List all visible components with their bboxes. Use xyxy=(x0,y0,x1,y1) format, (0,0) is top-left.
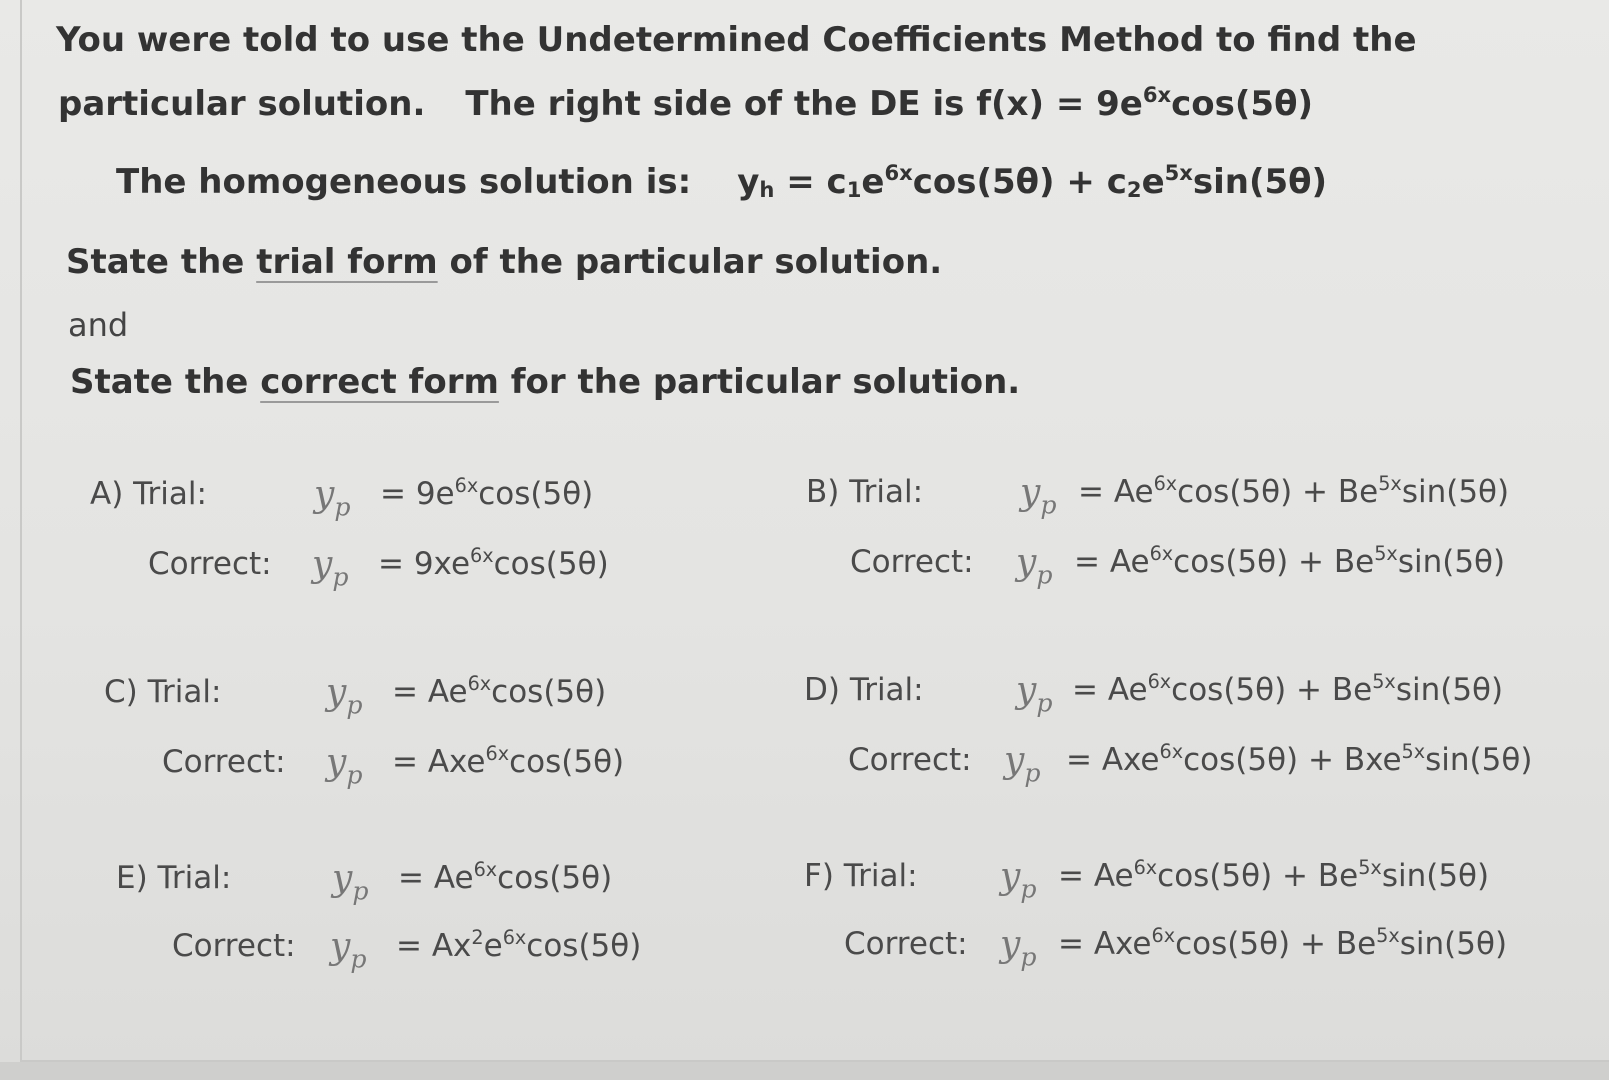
and-text: and xyxy=(68,306,129,344)
option-f-correct-yp: $y_p$ xyxy=(1000,924,1037,972)
option-f-trial-yp: $y_p$ xyxy=(1000,856,1037,904)
option-e-trial-yp: $y_p$ xyxy=(332,858,369,906)
homog-c1-sub: 1 xyxy=(846,177,862,203)
homog-y-sub: h xyxy=(759,177,775,203)
option-f-trial-label: F) Trial: xyxy=(804,858,918,894)
homog-e1: e xyxy=(861,162,885,202)
question-line-2b: The right side of the DE is f(x) = 9e xyxy=(465,84,1143,124)
option-b-trial-label: B) Trial: xyxy=(806,474,924,510)
homog-y: y xyxy=(737,162,760,202)
option-d-trial-yp: $y_p$ xyxy=(1016,670,1053,718)
rhs-exponent: 6x xyxy=(1142,81,1172,107)
homog-e2: e xyxy=(1141,162,1165,202)
homog-equation xyxy=(737,159,1328,203)
question-line-2a: particular solution. xyxy=(58,84,426,124)
option-f-trial-eq: = $Ae^{6x}\cos(5\theta) + Be^{5x}\sin(5\theta)$ xyxy=(1058,856,1490,894)
option-a-correct-eq: = $9xe^{6x}\cos(5\theta)$ xyxy=(378,544,609,582)
homogeneous-solution xyxy=(116,159,1328,203)
state-correct-b: for the particular solution. xyxy=(498,362,1021,402)
correct-form-underlined: correct form xyxy=(260,362,499,402)
homog-c2-sub: 2 xyxy=(1126,177,1142,203)
option-f-correct-label: Correct: xyxy=(844,926,968,962)
option-d-trial-eq: = $Ae^{6x}\cos(5\theta) + Be^{5x}\sin(5\theta)$ xyxy=(1072,670,1504,708)
option-b-correct-label: Correct: xyxy=(850,544,974,580)
homog-mid: cos(5θ) + c xyxy=(912,162,1127,202)
bottom-shade xyxy=(0,1062,1609,1080)
option-a-trial-label: A) Trial: xyxy=(90,476,207,512)
state-correct-line xyxy=(70,362,1020,402)
option-c-correct-label: Correct: xyxy=(162,744,286,780)
option-b-trial-yp: $y_p$ xyxy=(1020,472,1057,520)
homog-label: The homogeneous solution is: xyxy=(116,162,692,202)
homog-exp1: 6x xyxy=(884,159,913,185)
option-a-correct-label: Correct: xyxy=(148,546,272,582)
trial-form-underlined: trial form xyxy=(256,242,438,282)
option-d-correct-yp: $y_p$ xyxy=(1004,740,1041,788)
option-a-trial-yp: $y_p$ xyxy=(314,474,351,522)
option-c-correct-yp: $y_p$ xyxy=(326,742,363,790)
option-f-correct-eq: = $Axe^{6x}\cos(5\theta) + Be^{5x}\sin(5\theta)$ xyxy=(1058,924,1508,962)
rhs-trig: cos(5θ) xyxy=(1171,84,1313,124)
option-c-trial-eq: = $Ae^{6x}\cos(5\theta)$ xyxy=(392,672,607,710)
state-trial-a: State the xyxy=(66,242,257,282)
option-d-correct-eq: = Axe$^{6x}$cos(5θ) + Bxe$^{5x}$sin(5θ) xyxy=(1066,740,1533,778)
option-e-correct-label: Correct: xyxy=(172,928,296,964)
option-b-correct-eq: = $Ae^{6x}\cos(5\theta) + Be^{5x}\sin(5\theta)$ xyxy=(1074,542,1506,580)
option-e-correct-eq: = $Ax^2e^{6x}\cos(5\theta)$ xyxy=(396,926,642,964)
option-a-trial-eq: = $9e^{6x}\cos(5\theta)$ xyxy=(380,474,594,512)
option-b-correct-yp: $y_p$ xyxy=(1016,542,1053,590)
option-a-correct-yp: $y_p$ xyxy=(312,544,349,592)
option-c-trial-label: C) Trial: xyxy=(104,674,222,710)
option-d-trial-label: D) Trial: xyxy=(804,672,924,708)
homog-end: sin(5θ) xyxy=(1192,162,1328,202)
option-b-trial-eq: = $Ae^{6x}\cos(5\theta) + Be^{5x}\sin(5\theta)$ xyxy=(1078,472,1510,510)
option-c-trial-yp: $y_p$ xyxy=(326,672,363,720)
state-correct-a: State the xyxy=(70,362,261,402)
state-trial-line xyxy=(66,242,942,282)
homog-exp2: 5x xyxy=(1164,159,1193,185)
question-panel xyxy=(20,0,1609,1062)
homog-eq1: = c xyxy=(774,162,847,202)
option-e-correct-yp: $y_p$ xyxy=(330,926,367,974)
state-trial-b: of the particular solution. xyxy=(437,242,943,282)
option-e-trial-label: E) Trial: xyxy=(116,860,232,896)
option-e-trial-eq: = $Ae^{6x}\cos(5\theta)$ xyxy=(398,858,613,896)
option-c-correct-eq: = Axe$^{6x}$cos(5θ) xyxy=(392,742,625,780)
option-d-correct-label: Correct: xyxy=(848,742,972,778)
question-line-1: You were told to use the Undetermined Coefficients Method to find the xyxy=(56,20,1417,60)
question-line-2 xyxy=(58,81,1313,124)
